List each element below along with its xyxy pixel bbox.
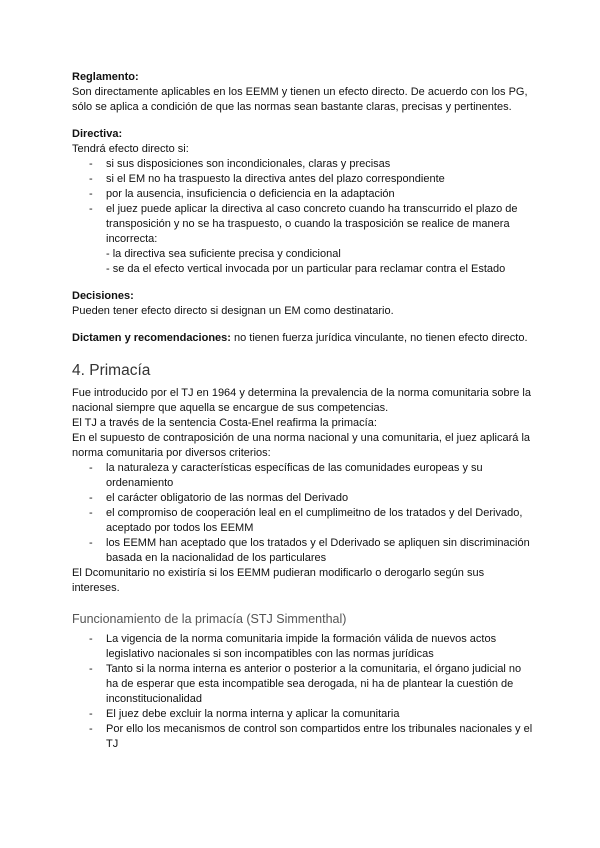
funcionamiento-section: [72, 611, 534, 752]
directiva-intro: Tendrá efecto directo si:: [72, 143, 189, 155]
list-item: - Por ello los mecanismos de control son compartidos entre los tribunales nacionales y el TJ: [72, 722, 534, 752]
sub-item: - se da el efecto vertical invocada por un particular para reclamar contra el Estado: [106, 263, 506, 275]
list-item: - los EEMM han aceptado que los tratados y el Dderivado se apliquen sin discriminación basada en la nacionalidad de los particulares: [72, 536, 534, 566]
dictamen-paragraph: [72, 331, 534, 346]
primacia-para2: El TJ a través de la sentencia Costa-Enel reafirma la primacía:: [72, 417, 377, 429]
list-item: - el carácter obligatorio de las normas del Derivado: [72, 491, 534, 506]
list-item: - el compromiso de cooperación leal en el cumplimeitno de los tratados y del Derivado, aceptado por todos los EEMM: [72, 506, 534, 536]
primacia-para3: En el supuesto de contraposición de una norma nacional y una comunitaria, el juez aplicará la norma comunitaria por diversos criterios:: [72, 432, 531, 459]
decisiones-label: Decisiones:: [72, 290, 134, 302]
list-item: - si sus disposiciones son incondicionales, claras y precisas: [72, 157, 534, 172]
decisiones-section: [72, 289, 534, 319]
list-item: - Tanto si la norma interna es anterior o posterior a la comunitaria, el órgano judicial no ha de esperar que esta incompatible sea derogada, ni ha de plantear la cuestión de inconstitucionalidad: [72, 662, 534, 707]
reglamento-section: [72, 70, 534, 115]
list-item: - por la ausencia, insuficiencia o deficiencia en la adaptación: [72, 187, 534, 202]
directiva-section: [72, 127, 534, 277]
dictamen-text: no tienen fuerza jurídica vinculante, no tienen efecto directo.: [230, 332, 528, 344]
primacia-para4: El Dcomunitario no existiría si los EEMM pudieran modificarlo o derogarlo según sus intereses.: [72, 567, 485, 594]
reglamento-label: Reglamento:: [72, 71, 139, 83]
list-item-text: el juez puede aplicar la directiva al caso concreto cuando ha transcurrido el plazo de transposición y no se ha traspuesto, o cuando la trasposición se realice de manera incorrecta:: [106, 203, 518, 245]
funcionamiento-heading: Funcionamiento de la primacía (STJ Simmenthal): [72, 612, 347, 626]
primacia-section: [72, 361, 534, 596]
decisiones-text: Pueden tener efecto directo si designan un EM como destinatario.: [72, 305, 394, 317]
directiva-label: Directiva:: [72, 128, 123, 140]
reglamento-text: Son directamente aplicables en los EEMM y tienen un efecto directo. De acuerdo con los PG, sólo se aplica a condición de que las normas sean bastante claras, precisas y pertinentes.: [72, 86, 528, 113]
dictamen-label: Dictamen y recomendaciones:: [72, 332, 231, 344]
primacia-heading: 4. Primacía: [72, 362, 151, 379]
list-item: - la naturaleza y características específicas de las comunidades europeas y su ordenamiento: [72, 461, 534, 491]
list-item: - El juez debe excluir la norma interna y aplicar la comunitaria: [72, 707, 534, 722]
primacia-list: [72, 461, 534, 566]
list-item: - si el EM no ha traspuesto la directiva antes del plazo correspondiente: [72, 172, 534, 187]
funcionamiento-list: [72, 632, 534, 752]
list-item: - La vigencia de la norma comunitaria impide la formación válida de nuevos actos legislativo nacionales si son incompatibles con las normas jurídicas: [72, 632, 534, 662]
document-page: [72, 70, 534, 752]
list-item: [72, 202, 534, 277]
directiva-list: [72, 157, 534, 277]
sub-item: - la directiva sea suficiente precisa y condicional: [106, 248, 341, 260]
primacia-para1: Fue introducido por el TJ en 1964 y determina la prevalencia de la norma comunitaria sobre la nacional siempre que aquella se encargue de sus competencias.: [72, 387, 531, 414]
dictamen-section: [72, 331, 534, 346]
